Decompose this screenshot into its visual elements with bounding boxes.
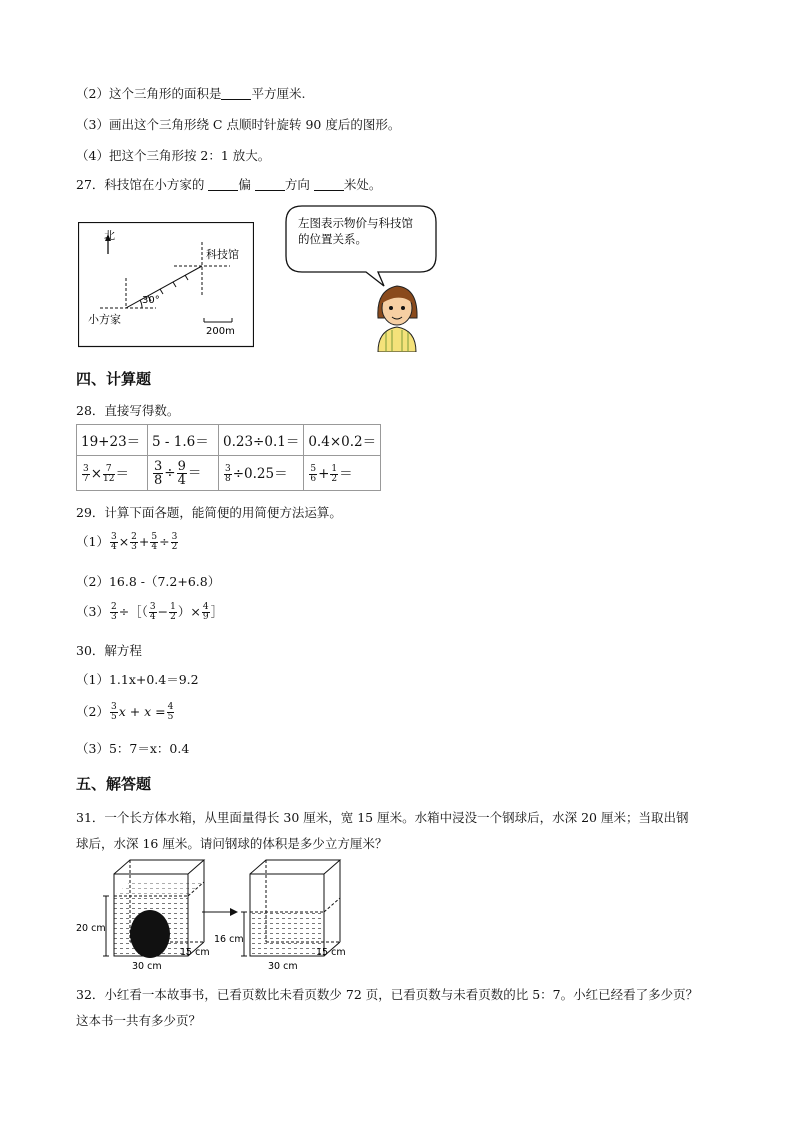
q26-part2: （2）这个三角形的面积是 平方厘米. xyxy=(76,86,306,101)
height-label-16: 16 cm xyxy=(214,934,244,945)
q26-part3: （3）画出这个三角形绕 C 点顺时针旋转 90 度后的图形。 xyxy=(76,117,401,132)
answer-blank[interactable] xyxy=(208,178,238,191)
q29-part2: （2）16.8 -（7.2+6.8） xyxy=(76,574,221,589)
answer-blank[interactable] xyxy=(255,178,285,191)
fraction: $\frac{5}{4}$ xyxy=(151,532,158,552)
table-cell[interactable]: $\frac{3}{8}$ ÷ $\frac{9}{4}$ ＝ xyxy=(148,456,219,491)
table-cell[interactable]: 19+23＝ xyxy=(77,425,148,456)
fraction: $\frac{3}{5}$ xyxy=(110,702,117,722)
height-label-20: 20 cm xyxy=(76,923,106,934)
section-4-title: 四、计算题 xyxy=(76,370,152,388)
fraction: $\frac{4}{9}$ xyxy=(202,602,209,622)
width-label: 15 cm xyxy=(316,947,346,958)
q32-line1: 32．小红看一本故事书，已看页数比未看页数少 72 页，已看页数与未看页数的比 5：7。小红已经看了多少页？ xyxy=(76,987,699,1002)
table-row xyxy=(77,425,381,456)
tick xyxy=(173,282,176,287)
fraction: $\frac{1}{2}$ xyxy=(331,464,338,484)
q30-part2: （2） $\frac{3}{5}$ x + x = $\frac{4}{5}$ xyxy=(76,702,174,722)
scale-label: 200m xyxy=(206,326,235,337)
q28-table xyxy=(76,424,381,491)
tick xyxy=(185,275,188,280)
table-cell[interactable]: 0.4×0.2＝ xyxy=(304,425,381,456)
museum-label: 科技馆 xyxy=(206,248,239,261)
arrow-icon xyxy=(202,908,238,916)
fraction: $\frac{3}{2}$ xyxy=(171,532,178,552)
tank-with-ball xyxy=(76,860,210,972)
q27-text: 27．科技馆在小方家的 偏 方向 米处。 xyxy=(76,177,382,192)
boy-icon xyxy=(378,286,417,352)
angle-label: 30° xyxy=(142,295,160,306)
q29-part1: （1） $\frac{3}{4}$ × $\frac{2}{3}$ + $\frac{5}{4}$ ÷ $\frac{3}{2}$ xyxy=(76,532,178,552)
fraction: $\frac{2}{3}$ xyxy=(110,602,117,622)
q29-part3: （3） $\frac{2}{3}$ ÷［（ $\frac{3}{4}$ − $\frac{1}{2}$ ）× $\frac{4}{9}$ ］ xyxy=(76,602,224,622)
q32-line2: 这本书一共有多少页？ xyxy=(76,1013,202,1028)
steel-ball xyxy=(130,910,170,958)
table-cell[interactable]: 5 - 1.6＝ xyxy=(148,425,219,456)
fraction: $\frac{9}{4}$ xyxy=(177,458,186,488)
location-map xyxy=(78,222,254,348)
tank-without-ball xyxy=(214,860,346,972)
fraction: $\frac{3}{8}$ xyxy=(154,458,163,488)
length-label: 30 cm xyxy=(268,961,298,972)
section-5-title: 五、解答题 xyxy=(76,775,152,793)
bubble-text-2: 的位置关系。 xyxy=(298,232,367,246)
table-cell[interactable]: $\frac{5}{6}$ + $\frac{1}{2}$ ＝ xyxy=(304,456,381,491)
fraction: $\frac{5}{6}$ xyxy=(310,464,317,484)
q30-part1: （1）1.1x+0.4＝9.2 xyxy=(76,672,199,687)
fraction: $\frac{3}{8}$ xyxy=(225,464,231,484)
length-label: 30 cm xyxy=(132,961,162,972)
fraction: $\frac{3}{7}$ xyxy=(83,464,89,484)
answer-blank[interactable] xyxy=(221,87,251,100)
q29-title: 29．计算下面各题，能简便的用简便方法运算。 xyxy=(76,505,342,520)
home-label: 小方家 xyxy=(88,313,121,326)
bubble-text-1: 左图表示物价与科技馆 xyxy=(298,216,413,230)
width-label: 15 cm xyxy=(180,947,210,958)
table-cell[interactable]: $\frac{3}{8}$ ÷0.25＝ xyxy=(219,456,304,491)
fraction: $\frac{7}{12}$ xyxy=(103,464,115,484)
q28-title: 28．直接写得数。 xyxy=(76,403,180,418)
table-cell[interactable]: 0.23÷0.1＝ xyxy=(219,425,304,456)
fraction: $\frac{4}{5}$ xyxy=(167,702,174,722)
fraction: $\frac{3}{4}$ xyxy=(149,602,156,622)
fraction: $\frac{3}{4}$ xyxy=(110,532,117,552)
direction-line xyxy=(126,266,202,308)
fraction: $\frac{1}{2}$ xyxy=(170,602,176,622)
q26-part4: （4）把这个三角形按 2：1 放大。 xyxy=(76,148,271,163)
q30-part3: （3）5：7＝x：0.4 xyxy=(76,741,190,756)
table-row xyxy=(77,456,381,491)
q31-line1: 31．一个长方体水箱，从里面量得长 30 厘米，宽 15 厘米。水箱中浸没一个钢球后，水深 20 厘米；当取出钢 xyxy=(76,810,689,825)
table-cell[interactable]: $\frac{3}{7}$ × $\frac{7}{12}$ ＝ xyxy=(77,456,148,491)
speech-bubble-figure xyxy=(282,200,442,352)
north-label: 北 xyxy=(104,229,115,242)
q30-title: 30．解方程 xyxy=(76,643,142,658)
water-tank-figure xyxy=(72,856,372,972)
tick xyxy=(160,289,163,294)
answer-blank[interactable] xyxy=(314,178,344,191)
q31-line2: 球后，水深 16 厘米。请问钢球的体积是多少立方厘米？ xyxy=(76,836,388,851)
fraction: $\frac{2}{3}$ xyxy=(131,532,137,552)
